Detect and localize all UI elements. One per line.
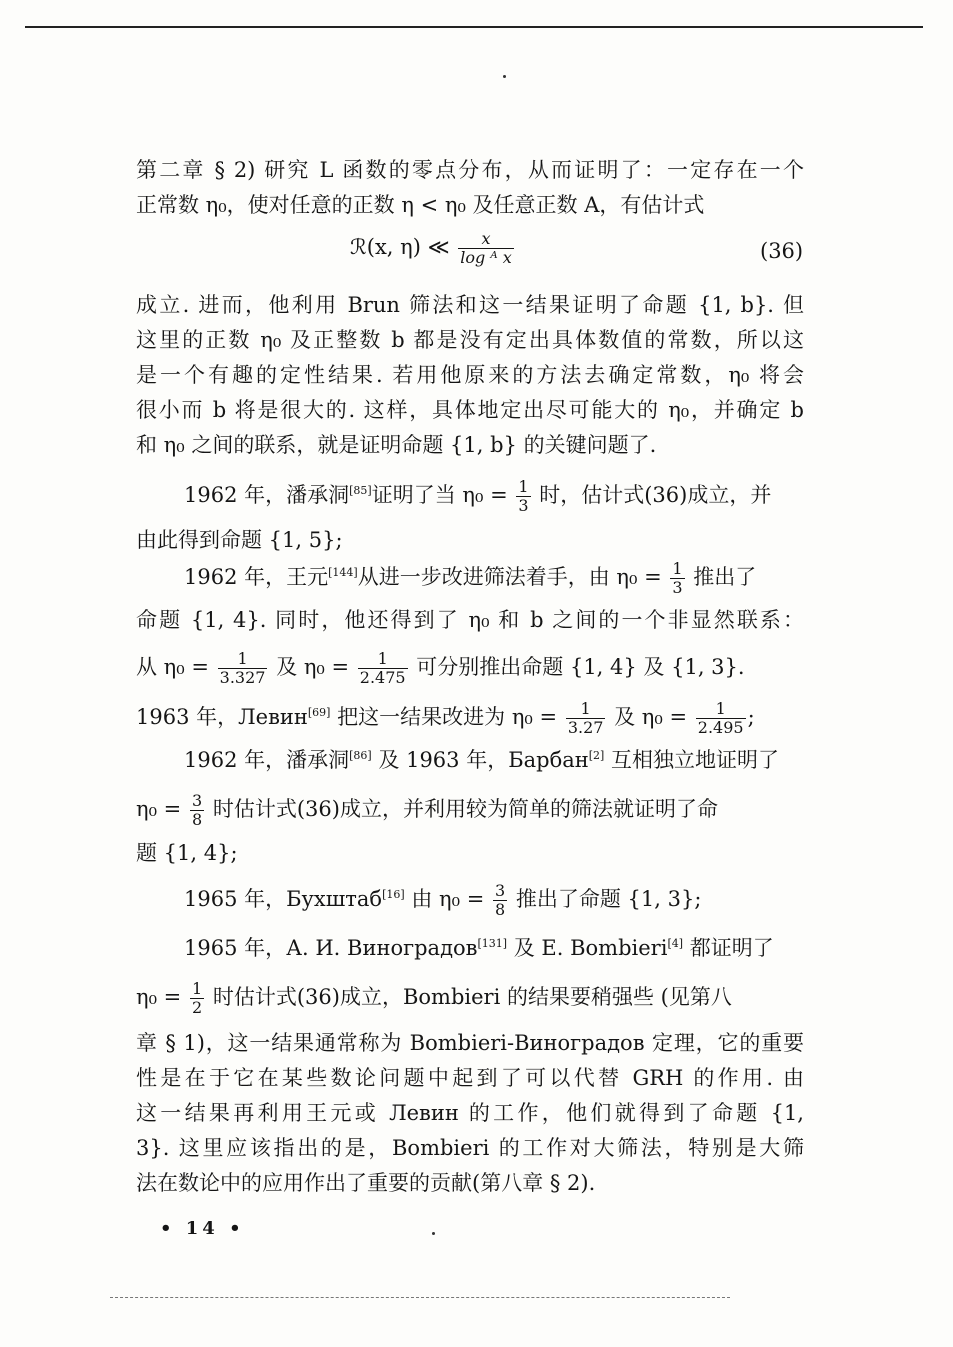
p4-text-b: 从进一步改进筛法着手，由 η₀ = [357,565,662,589]
citation-86: [86] [349,749,372,762]
p7-line5: 这一结果再利用王元或 Левин 的工作，他们就得到了命题 {1, [136,1101,804,1125]
p2-line2: 这里的正数 η₀ 及正整数 b 都是没有定出具体数值的常数，所以这 [136,328,804,352]
citation-85: [85] [349,484,372,497]
frac-num: 1 [672,559,683,578]
citation-2: [2] [588,749,605,762]
p4-line3 [136,650,804,687]
p3-text-a: 1962 年，潘承洞 [184,483,350,507]
fraction-1-over-2495 [696,700,746,737]
frac-den: 2.475 [359,668,406,687]
p7-text-c: 都证明了 [689,936,774,960]
p1-line1: 第二章 § 2) 研究 L 函数的零点分布，从而证明了：一定存在一个 [136,158,804,182]
p4-text-a: 1962 年，王元 [184,565,329,589]
p7-l2-b: 时估计式(36)成立，Bombieri 的结果要稍强些 (见第八 [212,985,732,1009]
p6-text-a: 1965 年，Бухштаб [184,887,383,911]
frac-num: 1 [358,650,408,669]
equation-lhs: ℛ(x, η) ≪ [350,235,450,259]
p5-text-c: 互相独立地证明了 [611,748,780,772]
frac-num: 1 [518,477,529,496]
p4-line4 [136,700,804,737]
equation-numerator: x [458,230,513,249]
p4-text-c: 推出了 [693,565,757,589]
p7-line7: 法在数论中的应用作出了重要的贡献(第八章 § 2). [136,1171,596,1195]
p2-line3: 是一个有趣的定性结果. 若用他原来的方法去确定常数，η₀ 将会 [136,363,804,387]
p7-line1 [184,933,804,963]
p5-l2-b: 时估计式(36)成立，并利用较为简单的筛法就证明了命 [212,797,718,821]
p6-text-b: 由 η₀ = [411,887,485,911]
fraction-one-half [190,980,204,1017]
frac-den: 8 [191,810,203,829]
fraction-three-eighths [493,882,507,919]
p3-line2: 由此得到命题 {1, 5}; [136,528,343,552]
p7-line4: 性是在于它在某些数论问题中起到了可以代替 GRH 的作用. 由 [136,1066,804,1090]
frac-den: 3.27 [567,718,604,737]
citation-131: [131] [477,937,508,950]
citation-4: [4] [667,937,684,950]
p4-l4-a: 1963 年，Левин [136,705,308,729]
p4-l4-b: 把这一结果改进为 η₀ = [337,705,558,729]
p3-text-b: 证明了当 η₀ = [371,483,508,507]
frac-num: 1 [218,650,268,669]
frac-num: 1 [696,700,746,719]
p6-line1 [184,882,804,919]
fraction-1-over-3327 [218,650,268,687]
p5-line3: 题 {1, 4}; [136,841,238,865]
equation-denominator: log ᴬ x [460,248,512,267]
frac-den: 3 [672,578,683,597]
p2-line4: 很小而 b 将是很大的. 这样，具体地定出尽可能大的 η₀，并确定 b [136,398,804,422]
equation-fraction [458,230,513,267]
top-rule [25,26,923,28]
citation-16: [16] [382,888,405,901]
p7-l2-a: η₀ = [136,985,182,1009]
p5-line2 [136,792,804,829]
fraction-three-eighths [190,792,204,829]
p4-l3-a: 从 η₀ = [136,655,209,679]
p5-text-a: 1962 年，潘承洞 [184,748,350,772]
frac-num: 1 [566,700,606,719]
scan-speck [503,75,506,78]
frac-num: 3 [191,791,203,810]
equation-36 [350,230,516,267]
p3-text-c: 时，估计式(36)成立，并 [539,483,772,507]
p5-text-b: 及 1963 年，Барбан [378,748,589,772]
fraction-1-over-327 [566,700,606,737]
frac-den: 3.327 [219,668,266,687]
p4-l4-d: ; [747,705,755,729]
p4-l4-c: 及 η₀ = [614,705,688,729]
p7-line6: 3}. 这里应该指出的是，Bombieri 的工作对大筛法，特别是大筛 [136,1136,804,1160]
p2-line5: 和 η₀ 之间的联系，就是证明命题 {1, b} 的关键问题了. [136,433,657,457]
p5-line1 [184,745,804,775]
citation-144: [144] [328,566,358,579]
p4-l3-b: 及 η₀ = [276,655,350,679]
frac-num: 1 [191,979,203,998]
p7-text-b: 及 E. Bombieri [513,936,668,960]
frac-num: 3 [494,881,506,900]
bottom-rule [110,1297,730,1298]
page-number: • 14 • [160,1218,245,1239]
p2-line1: 成立. 进而，他利用 Brun 筛法和这一结果证明了命题 {1, b}. 但 [136,293,804,317]
frac-den: 8 [494,900,506,919]
p1-line2: 正常数 η₀，使对任意的正数 η < η₀ 及任意正数 A，有估计式 [136,193,705,217]
p5-l2-a: η₀ = [136,797,182,821]
p4-line2: 命题 {1, 4}. 同时，他还得到了 η₀ 和 b 之间的一个非显然联系： [136,608,804,632]
p7-line2 [136,980,804,1017]
citation-69: [69] [307,706,331,719]
p4-line1 [184,560,804,597]
p3-line1 [184,478,804,515]
scan-speck [432,1232,435,1235]
p6-text-c: 推出了命题 {1, 3}; [515,887,702,911]
frac-den: 2 [191,998,203,1017]
equation-number: (36) [760,239,804,263]
p7-text-a: 1965 年，А. И. Виноградов [184,936,478,960]
fraction-one-third [516,478,530,515]
p7-line3: 章 § 1)，这一结果通常称为 Bombieri-Виноградов 定理，它的重要 [136,1031,804,1055]
p4-l3-c: 可分别推出命题 {1, 4} 及 {1, 3}. [416,655,745,679]
fraction-one-third [670,560,684,597]
frac-den: 2.495 [697,718,744,737]
frac-den: 3 [518,496,529,515]
fraction-1-over-2475 [358,650,408,687]
